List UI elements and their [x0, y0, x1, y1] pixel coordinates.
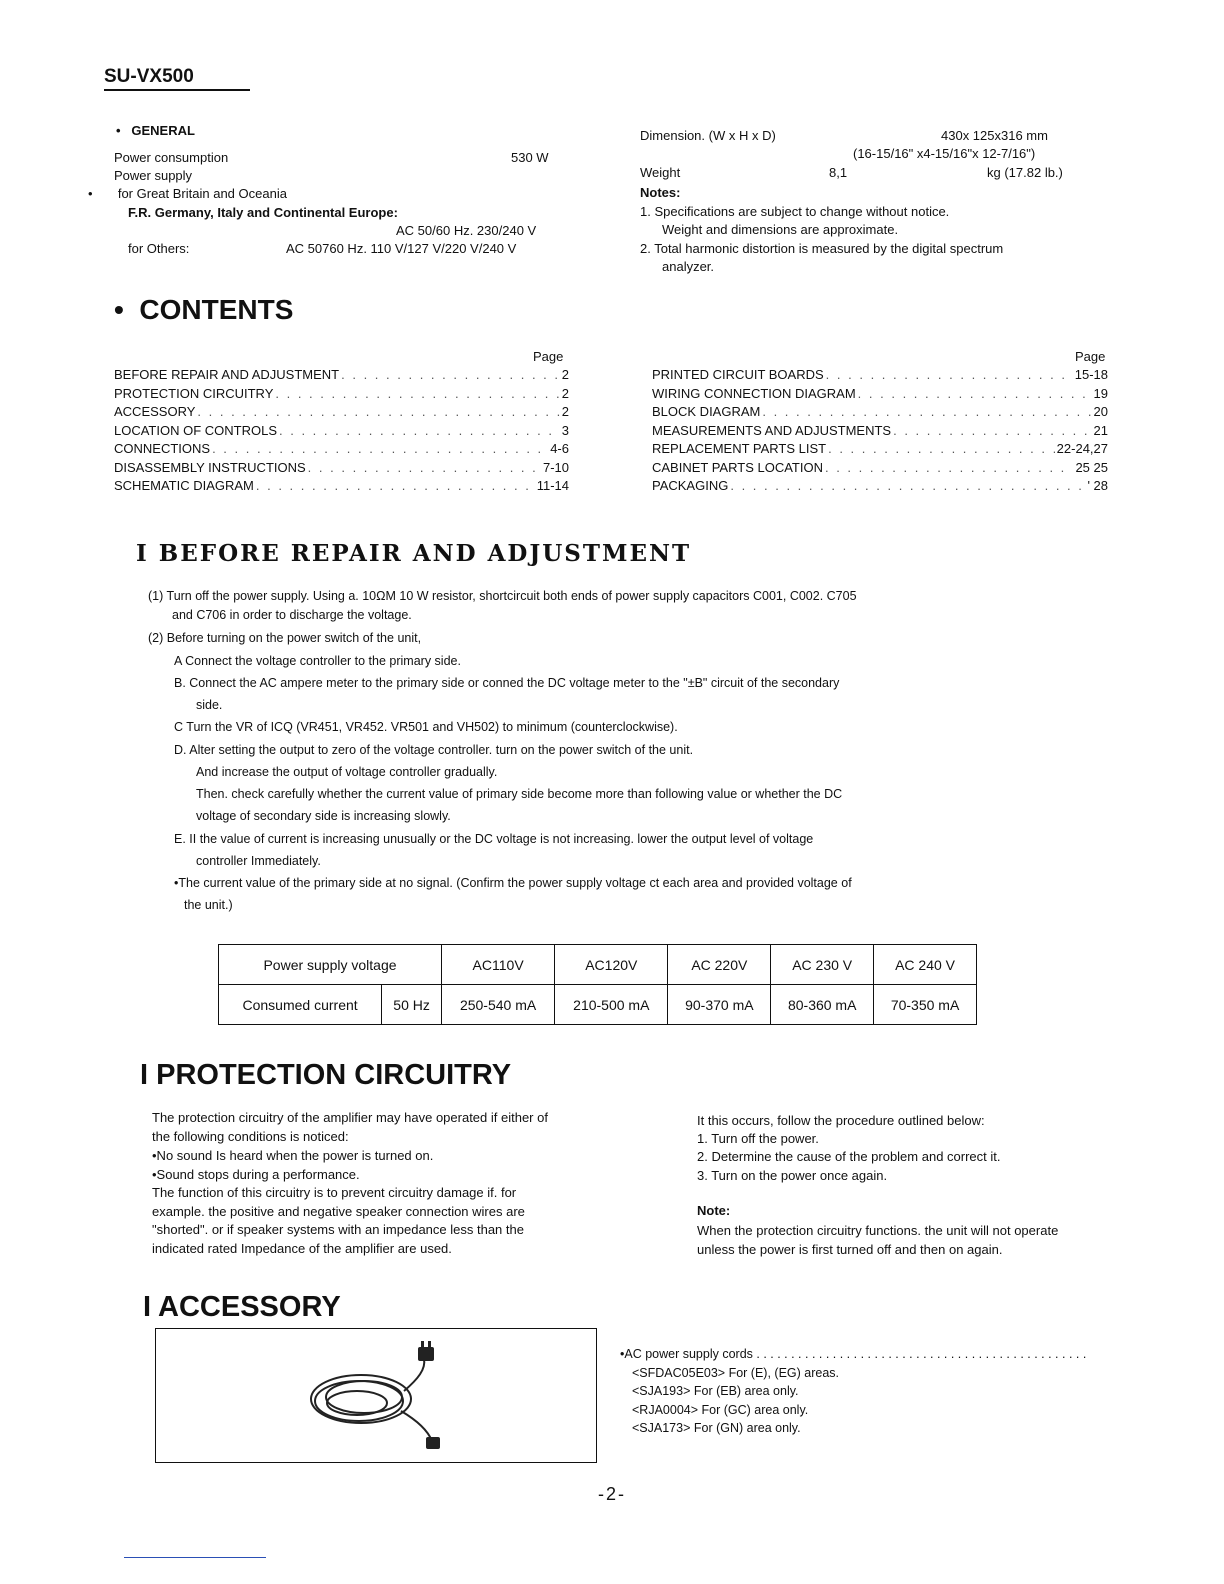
toc-entry[interactable]: CABINET PARTS LOCATION . . . 25 25 — [652, 459, 1108, 478]
before-pB: B. Connect the AC ampere meter to the primary side or conned the DC voltage meter to the "±B" circuit of the secondary — [174, 676, 840, 690]
table-cell: 80-360 mA — [771, 985, 874, 1025]
general-heading: • GENERAL — [116, 123, 195, 138]
before-pF2: the unit.) — [184, 898, 233, 912]
table-row — [219, 985, 977, 1025]
power-supply-label: Power supply — [114, 168, 193, 183]
table-cell: 210-500 mA — [555, 985, 668, 1025]
protection-l4: •Sound stops during a performance. — [152, 1167, 360, 1182]
table-cell: 50 Hz — [382, 985, 442, 1025]
footer-rule — [124, 1557, 266, 1558]
toc-entry[interactable]: REPLACEMENT PARTS LIST . . . 22-24,27 — [652, 440, 1108, 459]
table-header-cell: AC 230 V — [771, 945, 874, 985]
europe-label: F.R. Germany, Italy and Continental Europe: — [128, 205, 398, 220]
dimension-value: 430x 125x316 mm — [941, 128, 1048, 143]
protection-l6: example. the positive and negative speaker connection wires are — [152, 1204, 525, 1219]
dimension-inch: (16-15/16" x4-15/16"x 12-7/16") — [853, 146, 1036, 161]
table-header-cell: Power supply voltage — [219, 945, 442, 985]
accessory-cord-label: •AC power supply cords . . . . . . . . . . . . . . . . . . . . . . . . . . . . . . . . . . . . . . . . . . . . . . . . — [620, 1347, 1087, 1361]
toc-entry[interactable]: PACKAGING . . . ' 28 — [652, 477, 1108, 496]
before-p1b: and C706 in order to discharge the voltage. — [172, 608, 412, 622]
before-pE: E. II the value of current is increasing unusually or the DC voltage is not increasing. lower the output level of voltage — [174, 832, 814, 846]
toc-entry[interactable]: PRINTED CIRCUIT BOARDS . . . 15-18 — [652, 366, 1108, 385]
model-underline — [104, 89, 250, 91]
accessory-heading: I ACCESSORY — [143, 1291, 341, 1323]
before-pD2: And increase the output of voltage controller gradually. — [196, 765, 498, 779]
dimension-label: Dimension. (W x H x D) — [640, 128, 776, 143]
note-1: 1. Specifications are subject to change without notice. — [640, 204, 950, 219]
others-label: for Others: — [128, 241, 190, 256]
toc-page-label-left: Page — [533, 349, 564, 364]
protection-r3: 2. Determine the cause of the problem and correct it. — [697, 1149, 1001, 1164]
protection-note-label: Note: — [697, 1203, 731, 1218]
accessory-item: <SJA193> For (EB) area only. — [632, 1384, 799, 1398]
table-header-cell: AC120V — [555, 945, 668, 985]
toc-entry[interactable]: BEFORE REPAIR AND ADJUSTMENT . . . 2 — [114, 366, 569, 385]
note-2: 2. Total harmonic distortion is measured by the digital spectrum — [640, 241, 1004, 256]
protection-r1: It this occurs, follow the procedure outlined below: — [697, 1113, 985, 1128]
before-pD3: Then. check carefully whether the current value of primary side become more than following value or whether the DC — [196, 787, 843, 801]
weight-label: Weight — [640, 165, 681, 180]
before-pB2: side. — [196, 698, 223, 712]
note-1b: Weight and dimensions are approximate. — [662, 222, 899, 237]
protection-l2: the following conditions is noticed: — [152, 1129, 349, 1144]
contents-heading: • CONTENTS — [114, 294, 294, 325]
toc-entry[interactable]: CONNECTIONS . . . 4-6 — [114, 440, 569, 459]
before-pD: D. Alter setting the output to zero of the voltage controller. turn on the power switch of the unit. — [174, 743, 694, 757]
table-row — [219, 945, 977, 985]
protection-n2: unless the power is first turned off and then on again. — [697, 1242, 1003, 1257]
weight-value: 8,1 — [829, 165, 848, 180]
accessory-item: <RJA0004> For (GC) area only. — [632, 1403, 809, 1417]
toc-entry[interactable]: WIRING CONNECTION DIAGRAM . . . 19 — [652, 385, 1108, 404]
model-title: SU-VX500 — [104, 66, 194, 87]
table-cell: 90-370 mA — [668, 985, 771, 1025]
note-2b: analyzer. — [662, 259, 715, 274]
before-pE2: controller Immediately. — [196, 854, 321, 868]
protection-l8: indicated rated Impedance of the amplifier are used. — [152, 1241, 452, 1256]
table-header-cell: AC 240 V — [874, 945, 977, 985]
power-consumption-value: 530 W — [511, 150, 549, 165]
before-pF: •The current value of the primary side at no signal. (Confirm the power supply voltage ct each area and provided voltage of — [174, 876, 852, 890]
toc-entry[interactable]: BLOCK DIAGRAM . . . 20 — [652, 403, 1108, 422]
toc-left — [114, 366, 569, 496]
protection-r2: 1. Turn off the power. — [697, 1131, 819, 1146]
protection-l7: "shorted". or if speaker systems with an impedance less than the — [152, 1222, 524, 1237]
protection-l1: The protection circuitry of the amplifier may have operated if either of — [152, 1110, 548, 1125]
before-repair-heading: I BEFORE REPAIR AND ADJUSTMENT — [136, 540, 692, 567]
toc-entry[interactable]: SCHEMATIC DIAGRAM . . . 11-14 — [114, 477, 569, 496]
toc-entry[interactable]: DISASSEMBLY INSTRUCTIONS . . . 7-10 — [114, 459, 569, 478]
before-p1a: (1) Turn off the power supply. Using a. 10ΩM 10 W resistor, shortcircuit both ends of power supply capacitors C001, C002. C705 — [148, 589, 857, 603]
notes-label: Notes: — [640, 185, 681, 200]
protection-l5: The function of this circuitry is to prevent circuitry damage if. for — [152, 1185, 517, 1200]
weight-unit: kg (17.82 lb.) — [987, 165, 1063, 180]
protection-heading: I PROTECTION CIRCUITRY — [140, 1059, 512, 1091]
power-supply-table — [218, 944, 977, 1025]
toc-entry[interactable]: PROTECTION CIRCUITRY . . . 2 — [114, 385, 569, 404]
toc-right — [652, 366, 1108, 496]
table-cell: 250-540 mA — [442, 985, 555, 1025]
toc-page-label-right: Page — [1075, 349, 1106, 364]
table-cell: Consumed current — [219, 985, 382, 1025]
gb-oceania: • for Great Britain and Oceania — [88, 186, 287, 201]
before-pD4: voltage of secondary side is increasing slowly. — [196, 809, 451, 823]
table-cell: 70-350 mA — [874, 985, 977, 1025]
before-pA: A Connect the voltage controller to the primary side. — [174, 654, 461, 668]
accessory-image-box — [155, 1328, 597, 1463]
accessory-item: <SFDAC05E03> For (E), (EG) areas. — [632, 1366, 840, 1380]
others-value: AC 50760 Hz. 110 V/127 V/220 V/240 V — [286, 241, 517, 256]
toc-entry[interactable]: ACCESSORY . . . 2 — [114, 403, 569, 422]
power-consumption-label: Power consumption — [114, 150, 229, 165]
before-p2: (2) Before turning on the power switch of the unit, — [148, 631, 422, 645]
table-header-cell: AC 220V — [668, 945, 771, 985]
page-number: -2- — [598, 1484, 626, 1504]
before-pC: C Turn the VR of ICQ (VR451, VR452. VR501 and VH502) to minimum (counterclockwise). — [174, 720, 678, 734]
protection-n1: When the protection circuitry functions. the unit will not operate — [697, 1223, 1059, 1238]
protection-r4: 3. Turn on the power once again. — [697, 1168, 888, 1183]
europe-value: AC 50/60 Hz. 230/240 V — [396, 223, 537, 238]
protection-l3: •No sound Is heard when the power is turned on. — [152, 1148, 434, 1163]
toc-entry[interactable]: LOCATION OF CONTROLS . . . 3 — [114, 422, 569, 441]
power-cord-icon — [156, 1329, 596, 1462]
table-header-cell: AC110V — [442, 945, 555, 985]
accessory-item: <SJA173> For (GN) area only. — [632, 1421, 801, 1435]
toc-entry[interactable]: MEASUREMENTS AND ADJUSTMENTS . . . 21 — [652, 422, 1108, 441]
